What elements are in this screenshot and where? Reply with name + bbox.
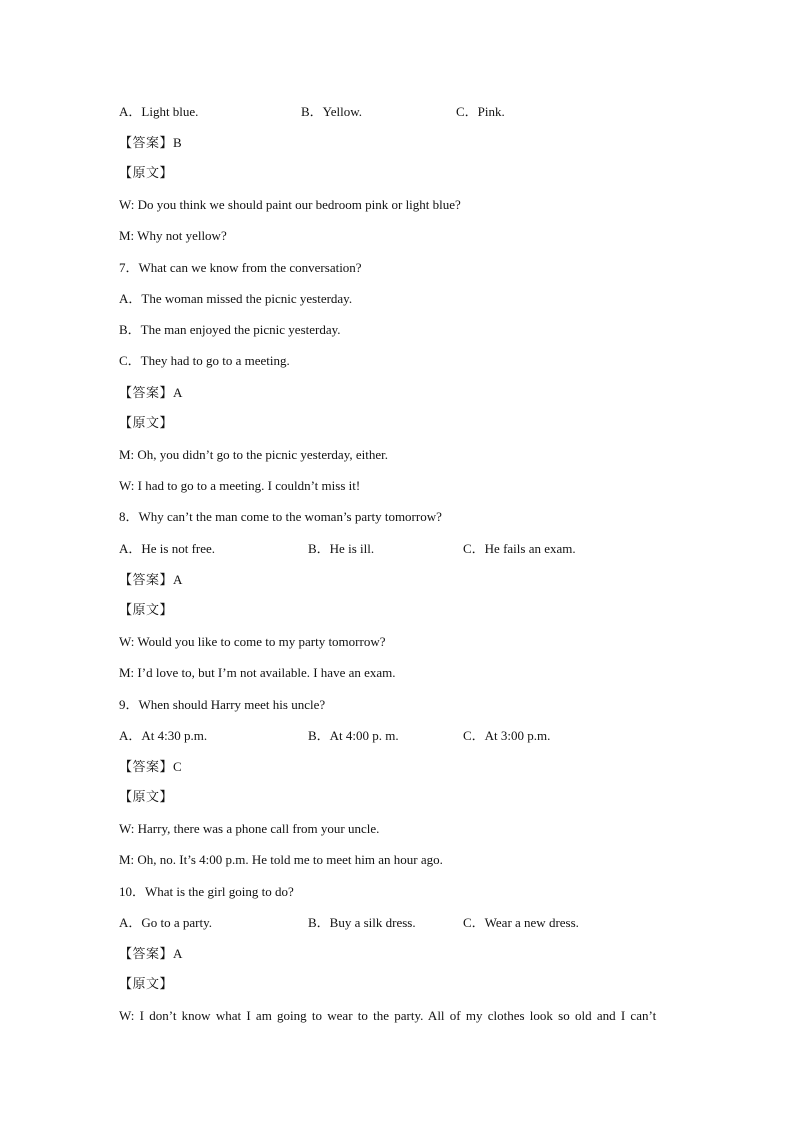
answer-value: A [173, 385, 183, 400]
q10-question: 10．What is the girl going to do? [119, 884, 294, 899]
q7-option-b: B．The man enjoyed the picnic yesterday. [119, 322, 341, 337]
answer-value: C [173, 759, 182, 774]
q8-option-b: B．He is ill. [308, 541, 375, 556]
q9-transcript-line-1: W: Harry, there was a phone call from your uncle. [119, 821, 380, 836]
q9-answer [119, 759, 182, 776]
q8-question: 8．Why can’t the man come to the woman’s party tomorrow? [119, 509, 442, 524]
answer-label: 【答案】 [119, 136, 174, 151]
answer-value: A [173, 946, 183, 961]
q8-transcript-line-2: M: I’d love to, but I’m not available. I have an exam. [119, 665, 396, 680]
q10-answer [119, 946, 182, 963]
q6-transcript-label: 【原文】 [119, 166, 174, 181]
q6-option-a: A．Light blue. [119, 104, 199, 119]
q6-transcript-line-2: M: Why not yellow? [119, 228, 227, 243]
q10-transcript-line-1: W: I don’t know what I am going to wear to the party. All of my clothes look so old and I can’t [119, 1008, 657, 1023]
q8-answer [119, 572, 182, 589]
answer-label: 【答案】 [119, 386, 174, 401]
q6-transcript-line-1: W: Do you think we should paint our bedroom pink or light blue? [119, 197, 461, 212]
answer-label: 【答案】 [119, 947, 174, 962]
q7-transcript-label: 【原文】 [119, 416, 174, 431]
q9-option-b: B．At 4:00 p. m. [308, 728, 399, 743]
q8-transcript-label: 【原文】 [119, 603, 174, 618]
q7-answer [119, 385, 182, 402]
q7-option-c: C．They had to go to a meeting. [119, 353, 290, 368]
q7-question: 7．What can we know from the conversation? [119, 260, 362, 275]
q7-option-a: A．The woman missed the picnic yesterday. [119, 291, 353, 306]
q8-transcript-line-1: W: Would you like to come to my party tomorrow? [119, 634, 386, 649]
answer-label: 【答案】 [119, 760, 174, 775]
q6-option-c: C．Pink. [456, 104, 505, 119]
q8-option-c: C．He fails an exam. [463, 541, 576, 556]
answer-value: A [173, 572, 183, 587]
q9-option-c: C．At 3:00 p.m. [463, 728, 551, 743]
q9-option-a: A．At 4:30 p.m. [119, 728, 208, 743]
q6-answer [119, 135, 182, 152]
q7-transcript-line-2: W: I had to go to a meeting. I couldn’t miss it! [119, 478, 361, 493]
q6-option-b: B．Yellow. [301, 104, 363, 119]
answer-value: B [173, 135, 182, 150]
q10-transcript-label: 【原文】 [119, 977, 174, 992]
q10-option-b: B．Buy a silk dress. [308, 915, 416, 930]
q9-transcript-line-2: M: Oh, no. It’s 4:00 p.m. He told me to meet him an hour ago. [119, 852, 443, 867]
q8-option-a: A．He is not free. [119, 541, 216, 556]
q10-option-a: A．Go to a party. [119, 915, 213, 930]
q10-option-c: C．Wear a new dress. [463, 915, 579, 930]
answer-label: 【答案】 [119, 573, 174, 588]
q9-transcript-label: 【原文】 [119, 790, 174, 805]
q7-transcript-line-1: M: Oh, you didn’t go to the picnic yesterday, either. [119, 447, 388, 462]
q9-question: 9．When should Harry meet his uncle? [119, 697, 326, 712]
